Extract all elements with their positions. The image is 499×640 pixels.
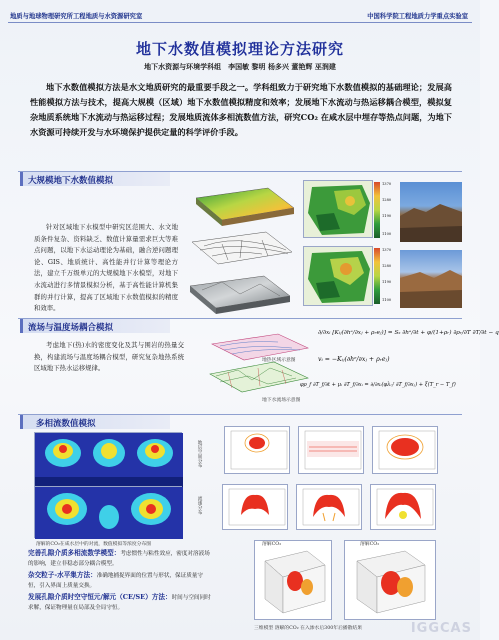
legend-label: 1100: [382, 298, 392, 302]
method-item-1: [28, 548, 214, 569]
section1-title: 大规模地下水数值模拟: [28, 176, 114, 186]
equation-heat: φρ_f ∂T_f/∂t + μᵢ ∂T_f/∂xᵢ = ∂/∂xᵢ(φλᵢⱼᶠ ∂T_f/∂xⱼ) + ξ(T_r − T_f): [300, 382, 456, 388]
simulation-caption-right: 三维模型 溶解的CO₂ 在入渗水后300年后播散结果: [254, 626, 363, 631]
panel-a-label: 溶解CO₂: [262, 542, 282, 547]
equation-flow: ∂/∂xᵢ [Kᵢⱼ(∂hᵉ/∂xⱼ + ρᵣeⱼ)] = Sₛ ∂hᵉ/∂t + φ/(1+ρᵣ) ∂ρᵣ/∂T ∂T/∂t − q: [318, 330, 499, 336]
co2-plume-plot-3: [370, 484, 436, 530]
simulation-panel-top: [34, 432, 182, 486]
co2-plot-1: [224, 426, 290, 474]
legend-label: 1370: [382, 248, 392, 252]
figure-caption: 地下水流场示意图: [262, 398, 301, 403]
legend-label: 1280: [382, 198, 392, 202]
model-layer-stack-figure: [182, 186, 300, 320]
legend-label: 1280: [382, 264, 392, 268]
co2-3d-panel-b: [344, 540, 436, 620]
head-distribution-map-2: [303, 246, 373, 306]
watermark-logo: IGGCAS: [410, 621, 472, 636]
simulation-panel-bottom: [34, 486, 182, 538]
color-legend-2: [374, 248, 398, 304]
legend-label: 1370: [382, 182, 392, 186]
co2-plume-plot-2: [296, 484, 362, 530]
co2-3d-panel-a: [254, 540, 332, 620]
method-item-3: [28, 592, 214, 613]
section1-text: 针对区域地下水模型中研究区范围大、水文地质条件复杂、资料缺乏、数值计算量需求巨大等难点问题，以地下水运动理论为基础，融合逆问题理论、GIS、地质统计、高性能并行计算等理论方法，建立千万级单元的大规模地下水模型，对地下水流动进行多情景模拟分析，基于高性能计算机集群的并行计算，提高了区域地下水数值模拟的精度和效率。: [34, 223, 178, 313]
simulation-caption-left: 溶解的CO₂在咸水层中的对流，数值模拟等浓度分布图: [36, 542, 152, 547]
abstract: 地下水数值模拟方法是水文地质研究的最重要手段之一。学科组致力于研究地下水数值模拟的基础理论；发展高性能模拟方法与技术，提高大规模（区域）地下水数值模拟精度和效率；发展地下水流动与热运移耦合模型，模拟复杂地质系统地下水流动与热运移过程；发展地质流体多相流数值方法，研究CO₂ 在咸水层中埋存等热点问题，为地下水资源可持续开发与水环境保护提供定量的科学评价手段。: [30, 82, 452, 137]
method-item-head: 完善孔隙介质多相流数学模型：: [28, 549, 121, 557]
legend-label: 1190: [382, 280, 392, 284]
side-label-velocity: 流速分布: [197, 496, 202, 515]
section2-title: 流场与温度场耦合模拟: [28, 323, 114, 333]
panel-b-label: 溶解CO₂: [360, 542, 380, 547]
method-item-head: 杂交粒子-水平集方法：: [28, 571, 97, 579]
method-item-body: 时间与空间同时求解，保证物理量在局部及全局守恒。: [28, 595, 211, 611]
equation-velocity: vᵢ = −Kᵢⱼ(∂hᵉ/∂xⱼ + ρᵣeⱼ): [318, 356, 390, 363]
figure-caption: 地热区域示意图: [262, 358, 296, 363]
side-label-strata: 地层空间分布: [197, 440, 202, 468]
poster-title: 地下水数值模拟理论方法研究: [135, 40, 344, 58]
co2-plot-2: [298, 426, 364, 474]
co2-plume-plot-1: [222, 484, 288, 530]
head-distribution-map-1: [303, 180, 373, 238]
landscape-photo-2: [400, 250, 462, 308]
header-divider: [8, 22, 472, 23]
header-right-lab: 中国科学院工程地质力学重点实验室: [367, 13, 468, 20]
method-item-head: 发展孔隙介质时空守恒元/解元（CE/SE）方法：: [28, 593, 172, 601]
co2-plot-3: [372, 426, 438, 474]
landscape-photo-1: [400, 182, 462, 242]
section3-title: 多相流数值模拟: [36, 419, 96, 429]
authors: 地下水资源与环境学科组 李国敏 黎明 杨多兴 董艳辉 巫润建: [144, 62, 336, 71]
geothermal-area-figure: [208, 332, 312, 402]
method-item-body: 准确地捕捉界面的位置与形状，保证质量守恒，引入界面上质量交换。: [28, 573, 203, 589]
layer-middle: [192, 232, 292, 264]
method-item-body: 考虑惯性与粘性效应，密度对溶液场的影响，建立非稳态部分耦合模型。: [28, 551, 210, 567]
legend-label: 1190: [382, 214, 392, 218]
header-left-institute: 地质与地球物理研究所工程地质与水资源研究室: [10, 13, 143, 20]
section2-text: 考虑地下(热)水的密度变化及其与围岩的热量交换，构建流场与温度场耦合模型，研究复杂地热系统区域地下热水运移规律。: [34, 341, 184, 373]
color-legend-1: [374, 182, 398, 238]
legend-label: 1100: [382, 232, 392, 236]
method-item-2: [28, 570, 214, 591]
